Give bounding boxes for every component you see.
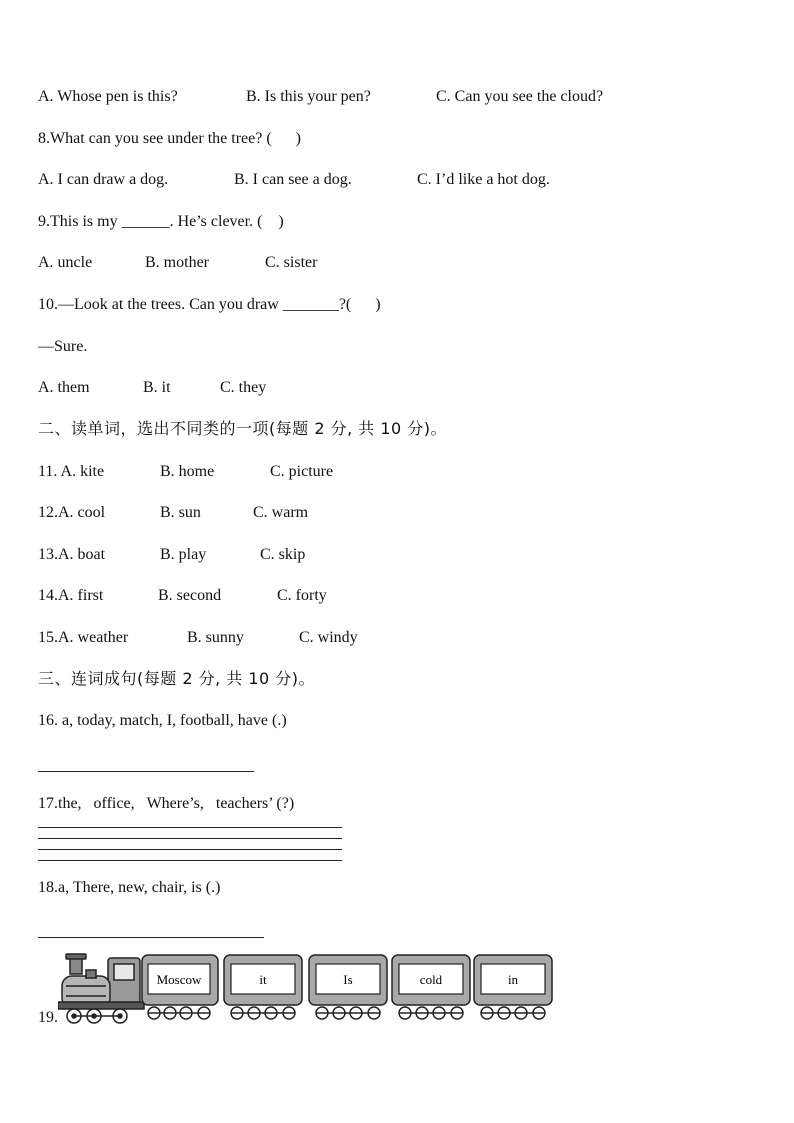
q11-option-c: C. picture [270,463,334,480]
q12-option-b: B. sun [160,504,201,521]
q14-option-a: 14.A. first [38,587,104,604]
q14-option-c: C. forty [277,587,327,604]
q9-option-c: C. sister [265,254,318,271]
q12-option-a: 12.A. cool [38,504,106,521]
q14-option-b: B. second [158,587,222,604]
train-car-2 [224,955,302,1019]
q10-option-b: B. it [143,379,171,396]
q13-option-c: C. skip [260,546,306,563]
q10-option-a: A. them [38,379,90,396]
q15-options [38,628,758,648]
q17-stem: 17.the, office, Where’s, teachers’ (?) [38,795,295,812]
q19-word-4: cold [419,972,443,987]
q15-option-a: 15.A. weather [38,629,129,646]
q7-option-a: A. Whose pen is this? [38,88,178,105]
q17-answer-line[interactable] [38,860,342,861]
q19-train-illustration [58,952,558,1027]
q12-option-c: C. warm [253,504,309,521]
q16-answer-line[interactable] [38,771,254,772]
q9-option-a: A. uncle [38,254,93,271]
q13-options [38,545,758,565]
q10-stem: 10.—Look at the trees. Can you draw _______?( ) [38,296,381,313]
q8-option-a: A. I can draw a dog. [38,171,169,188]
train-car-5 [474,955,552,1019]
section-2-heading: 二、读单词，选出不同类的一项(每题 2 分, 共 10 分)。 [38,419,448,438]
q9-option-b: B. mother [145,254,209,271]
q8-options [38,170,758,190]
q14-options [38,586,758,606]
train-car-1 [142,955,218,1019]
q7-option-c: C. Can you see the cloud? [436,88,604,105]
q19-number: 19. [38,1009,58,1026]
train-car-3 [309,955,387,1019]
q11-options [38,462,758,482]
q18-stem: 18.a, There, new, chair, is (.) [38,879,221,896]
q13-option-b: B. play [160,546,207,563]
q9-options [38,253,758,273]
q11-option-a: 11. A. kite [38,463,105,480]
q13-option-a: 13.A. boat [38,546,106,563]
q17-answer-line[interactable] [38,827,342,828]
q16-stem: 16. a, today, match, I, football, have (.) [38,712,287,729]
q19-word-2: it [259,972,267,987]
q15-option-b: B. sunny [187,629,244,646]
q8-option-c: C. I’d like a hot dog. [417,171,550,188]
q8-stem: 8.What can you see under the tree? ( ) [38,130,301,147]
q19-word-1: Moscow [156,972,202,987]
q7-option-b: B. Is this your pen? [246,88,371,105]
locomotive-icon [58,954,144,1023]
q19-word-5: in [507,972,519,987]
q17-answer-line[interactable] [38,849,342,850]
q10-reply: —Sure. [38,338,88,355]
q7-options [38,87,758,107]
section-3-heading: 三、连词成句(每题 2 分, 共 10 分)。 [38,669,316,688]
q12-options [38,503,758,523]
q18-answer-line[interactable] [38,937,264,938]
q9-stem: 9.This is my ______. He’s clever. ( ) [38,213,284,230]
q15-option-c: C. windy [299,629,358,646]
q11-option-b: B. home [160,463,215,480]
q8-option-b: B. I can see a dog. [234,171,352,188]
q19-word-3: Is [343,972,353,987]
q10-option-c: C. they [220,379,267,396]
train-car-4 [392,955,470,1019]
q10-options [38,378,758,398]
q17-answer-line[interactable] [38,838,342,839]
